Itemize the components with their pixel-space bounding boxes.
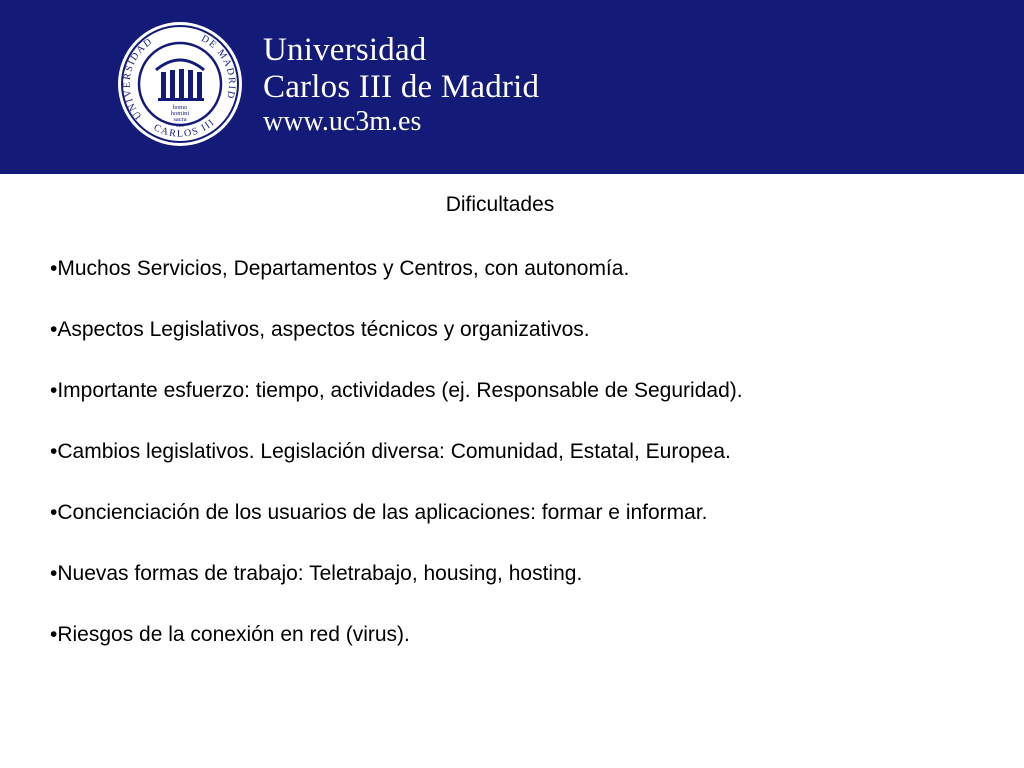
- bullet-item: •Cambios legislativos. Legislación diversa: Comunidad, Estatal, Europea.: [50, 440, 731, 463]
- university-seal-logo: [116, 20, 244, 148]
- seal-motto-line2: homini: [170, 110, 190, 117]
- slide-title: Dificultades: [445, 193, 555, 216]
- seal-text-right: DE MADRID: [199, 33, 238, 101]
- bullet-item: •Aspectos Legislativos, aspectos técnicos y organizativos.: [50, 318, 590, 341]
- header-band: [0, 0, 1024, 174]
- bullet-list: [50, 254, 1010, 681]
- university-name-line1: Universidad: [263, 32, 427, 68]
- bullet-item: •Muchos Servicios, Departamentos y Centros, con autonomía.: [50, 257, 630, 280]
- university-website: www.uc3m.es: [263, 106, 422, 137]
- seal-motto-line3: sacra: [173, 116, 187, 123]
- bullet-item: •Importante esfuerzo: tiempo, actividades (ej. Responsable de Seguridad).: [50, 379, 743, 402]
- seal-text-top: UNIVERSIDAD: [121, 35, 156, 121]
- bullet-item: •Riesgos de la conexión en red (virus).: [50, 623, 410, 646]
- seal-motto-line4: res: [176, 122, 184, 129]
- bullet-item: •Concienciación de los usuarios de las aplicaciones: formar e informar.: [50, 501, 708, 524]
- bullet-item: •Nuevas formas de trabajo: Teletrabajo, housing, hosting.: [50, 562, 583, 585]
- seal-motto-line1: homo: [172, 104, 188, 111]
- university-name-block: [263, 34, 539, 136]
- university-name-line2: Carlos III de Madrid: [263, 69, 540, 105]
- seal-text-bottom: CARLOS III: [151, 116, 218, 140]
